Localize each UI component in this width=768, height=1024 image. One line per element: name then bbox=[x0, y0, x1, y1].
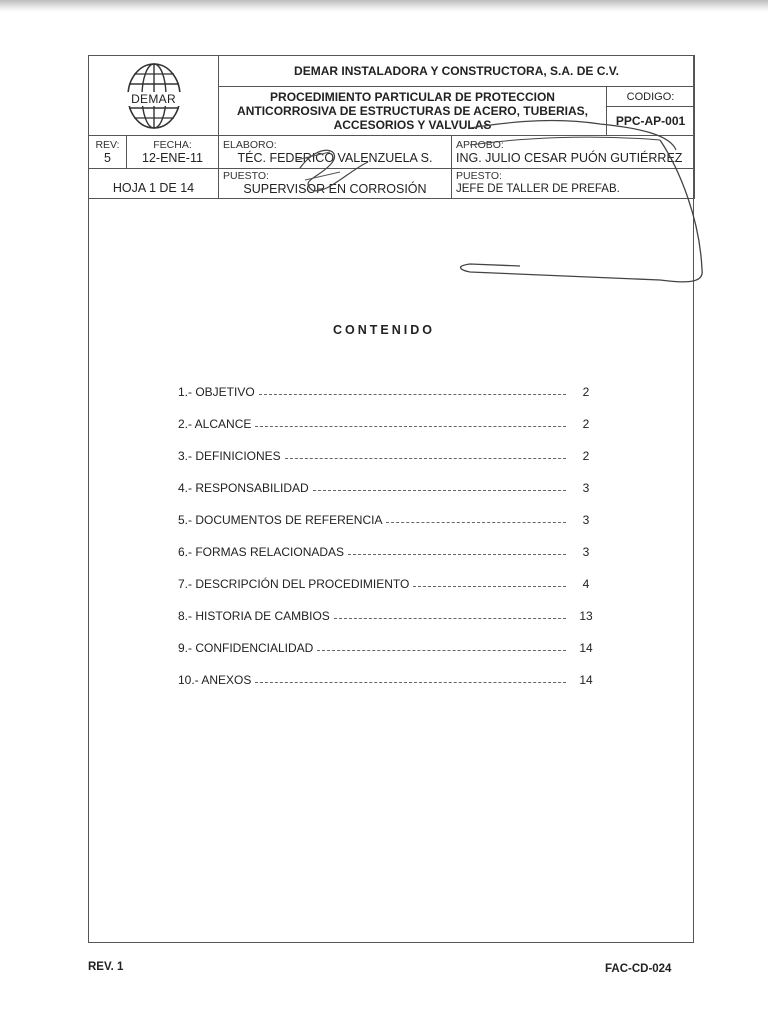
logo-cell bbox=[89, 56, 219, 136]
company-logo bbox=[114, 59, 194, 133]
date-value: 12-ENE-11 bbox=[142, 150, 203, 165]
puesto-label: PUESTO: bbox=[223, 170, 269, 182]
hoja-cell bbox=[89, 169, 219, 199]
toc-leader bbox=[259, 385, 566, 395]
toc-item-label: 1.- OBJETIVO bbox=[178, 385, 255, 399]
title-line-1: PROCEDIMIENTO PARTICULAR DE PROTECCION bbox=[270, 90, 555, 104]
title-line-2: ANTICORROSIVA DE ESTRUCTURAS DE ACERO, TUBERIAS, bbox=[237, 104, 588, 118]
company-name: DEMAR INSTALADORA Y CONSTRUCTORA, S.A. DE C.V. bbox=[219, 56, 695, 87]
toc-item-label: 2.- ALCANCE bbox=[178, 417, 252, 431]
toc-item-page: 14 bbox=[579, 673, 593, 687]
puesto-elaboro-value: SUPERVISOR EN CORROSIÓN bbox=[243, 182, 427, 196]
toc-item-label: 3.- DEFINICIONES bbox=[178, 449, 281, 463]
toc-item-label: 10.- ANEXOS bbox=[178, 673, 252, 687]
footer-revision: REV. 1 bbox=[88, 961, 124, 973]
toc-item-label: 5.- DOCUMENTOS DE REFERENCIA bbox=[178, 513, 383, 527]
toc-leader bbox=[334, 609, 566, 619]
title-line-3: ACCESORIOS Y VALVULAS bbox=[333, 118, 492, 132]
elaboro-cell bbox=[219, 136, 452, 169]
toc-item bbox=[178, 673, 598, 705]
toc-leader bbox=[348, 545, 566, 555]
elaboro-value: TÉC. FEDERICO VALENZUELA S. bbox=[237, 150, 433, 165]
contents-heading: CONTENIDO bbox=[333, 323, 435, 337]
toc-item bbox=[178, 545, 598, 577]
toc-leader bbox=[285, 449, 566, 459]
date-label: FECHA: bbox=[153, 138, 192, 151]
toc-item-page: 4 bbox=[582, 577, 590, 591]
toc-item-label: 7.- DESCRIPCIÓN DEL PROCEDIMIENTO bbox=[178, 577, 410, 591]
toc-item-page: 3 bbox=[582, 481, 590, 495]
toc-leader bbox=[413, 577, 566, 587]
toc-item bbox=[178, 609, 598, 641]
rev-label: REV: bbox=[95, 138, 120, 151]
toc-item bbox=[178, 449, 598, 481]
toc-item-page: 13 bbox=[579, 609, 593, 623]
date-cell bbox=[127, 136, 219, 169]
toc-item-page: 2 bbox=[582, 385, 590, 399]
code-value: PPC-AP-001 bbox=[615, 113, 686, 128]
toc-item bbox=[178, 385, 598, 417]
puesto-elaboro-cell bbox=[219, 169, 452, 199]
toc-leader bbox=[386, 513, 566, 523]
toc-item-page: 14 bbox=[579, 641, 593, 655]
code-cell bbox=[607, 87, 695, 136]
puesto-aprobo-value: JEFE DE TALLER DE PREFAB. bbox=[456, 183, 620, 195]
toc-leader bbox=[317, 641, 566, 651]
puesto-aprobo-cell bbox=[452, 169, 695, 199]
toc-item-page: 2 bbox=[582, 417, 590, 431]
elaboro-label: ELABORO: bbox=[223, 138, 277, 151]
toc-item-page: 2 bbox=[582, 449, 590, 463]
aprobo-value: ING. JULIO CESAR PUÓN GUTIÉRREZ bbox=[456, 150, 683, 165]
footer-form-code: FAC-CD-024 bbox=[605, 963, 672, 975]
toc-item bbox=[178, 513, 598, 545]
code-label: CODIGO: bbox=[607, 88, 694, 107]
toc-item-page: 3 bbox=[582, 545, 590, 559]
rev-cell bbox=[89, 136, 127, 169]
aprobo-cell bbox=[452, 136, 695, 169]
toc-item-label: 9.- CONFIDENCIALIDAD bbox=[178, 641, 314, 655]
toc-item bbox=[178, 481, 598, 513]
puesto-aprobo-label: PUESTO: bbox=[456, 170, 502, 182]
document-title bbox=[219, 87, 607, 136]
scan-edge bbox=[0, 0, 768, 12]
toc-item bbox=[178, 417, 598, 449]
toc-item bbox=[178, 577, 598, 609]
toc-item-page: 3 bbox=[582, 513, 590, 527]
toc-item-label: 4.- RESPONSABILIDAD bbox=[178, 481, 309, 495]
logo-text: DEMAR bbox=[114, 92, 194, 106]
rev-value: 5 bbox=[104, 150, 111, 165]
page-count: HOJA 1 DE 14 bbox=[112, 181, 195, 195]
toc-item bbox=[178, 641, 598, 673]
toc-item-label: 8.- HISTORIA DE CAMBIOS bbox=[178, 609, 330, 623]
toc-item-label: 6.- FORMAS RELACIONADAS bbox=[178, 545, 345, 559]
toc-leader bbox=[255, 673, 566, 683]
table-of-contents bbox=[178, 385, 598, 705]
toc-leader bbox=[313, 481, 566, 491]
toc-leader bbox=[255, 417, 566, 427]
aprobo-label: APROBO: bbox=[456, 138, 504, 151]
document-header bbox=[88, 55, 695, 199]
